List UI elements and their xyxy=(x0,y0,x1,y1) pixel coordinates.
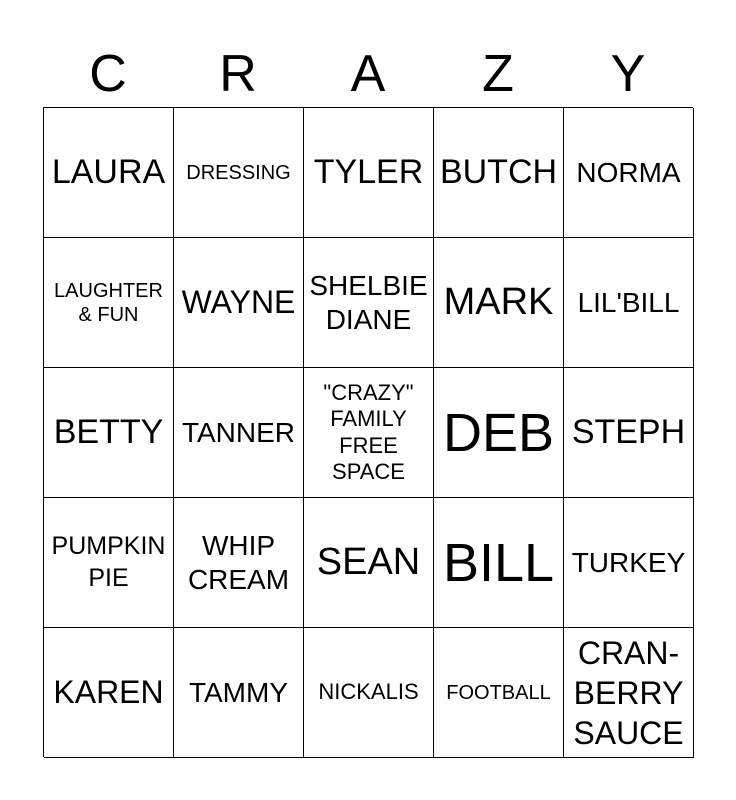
bingo-cell-r1-c5[interactable]: NORMA xyxy=(564,108,694,238)
bingo-cell-r1-c3[interactable]: TYLER xyxy=(304,108,434,238)
bingo-cell-r4-c3[interactable]: SEAN xyxy=(304,498,434,628)
bingo-cell-r2-c3[interactable]: SHELBIE DIANE xyxy=(304,238,434,368)
bingo-cell-r3-c1[interactable]: BETTY xyxy=(44,368,174,498)
bingo-cell-r4-c1[interactable]: PUMPKIN PIE xyxy=(44,498,174,628)
bingo-cell-r4-c4[interactable]: BILL xyxy=(434,498,564,628)
bingo-cell-r2-c4[interactable]: MARK xyxy=(434,238,564,368)
bingo-cell-r3-c4[interactable]: DEB xyxy=(434,368,564,498)
bingo-cell-r4-c5[interactable]: TURKEY xyxy=(564,498,694,628)
bingo-cell-r3-c2[interactable]: TANNER xyxy=(174,368,304,498)
bingo-cell-r5-c3[interactable]: NICKALIS xyxy=(304,628,434,758)
bingo-cell-r2-c5[interactable]: LIL'BILL xyxy=(564,238,694,368)
bingo-cell-r1-c4[interactable]: BUTCH xyxy=(434,108,564,238)
bingo-header xyxy=(43,42,693,106)
header-letter-y: Y xyxy=(610,45,646,103)
header-letter-z: Z xyxy=(482,45,514,103)
free-space-cell[interactable]: "CRAZY" FAMILY FREE SPACE xyxy=(304,368,434,498)
bingo-cell-r1-c2[interactable]: DRESSING xyxy=(174,108,304,238)
header-letter-c: C xyxy=(89,45,127,103)
bingo-board xyxy=(43,107,693,757)
header-letter-r: R xyxy=(219,45,257,103)
bingo-cell-r4-c2[interactable]: WHIP CREAM xyxy=(174,498,304,628)
bingo-cell-r1-c1[interactable]: LAURA xyxy=(44,108,174,238)
header-letter-a: A xyxy=(350,45,386,103)
bingo-cell-r2-c2[interactable]: WAYNE xyxy=(174,238,304,368)
bingo-cell-r5-c5[interactable]: CRAN- BERRY SAUCE xyxy=(564,628,694,758)
bingo-cell-r5-c4[interactable]: FOOTBALL xyxy=(434,628,564,758)
bingo-cell-r3-c5[interactable]: STEPH xyxy=(564,368,694,498)
bingo-cell-r5-c2[interactable]: TAMMY xyxy=(174,628,304,758)
bingo-cell-r2-c1[interactable]: LAUGHTER & FUN xyxy=(44,238,174,368)
bingo-cell-r5-c1[interactable]: KAREN xyxy=(44,628,174,758)
